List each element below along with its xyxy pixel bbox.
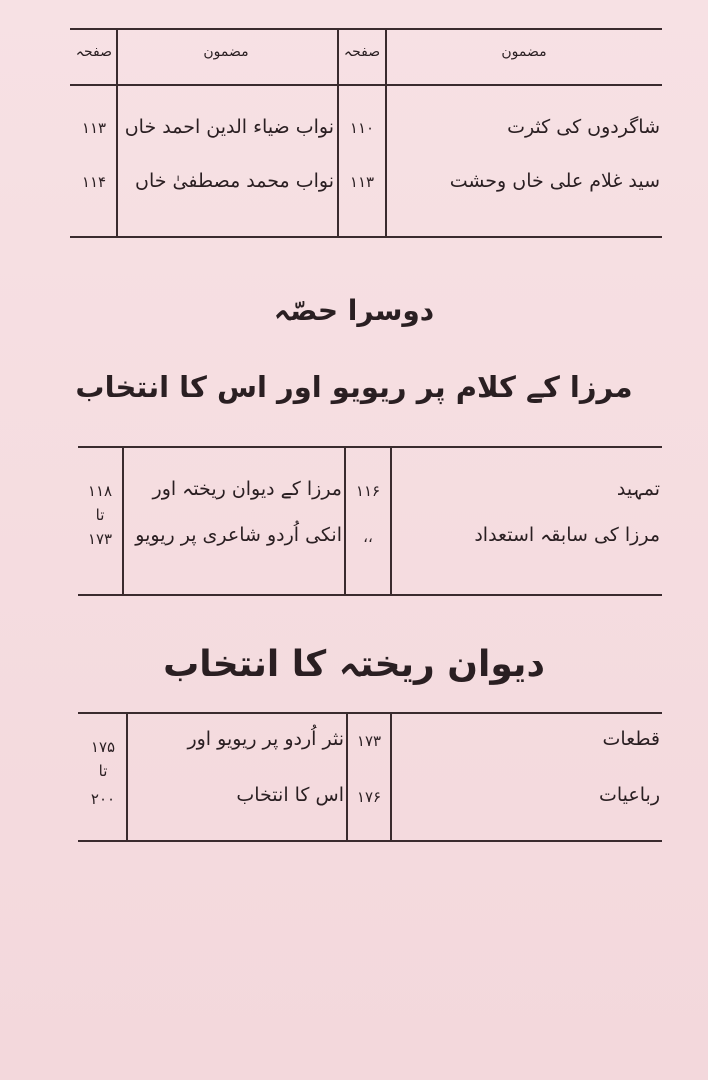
page-number: ۱۱۰ bbox=[349, 119, 375, 137]
column-divider bbox=[122, 446, 124, 594]
header-page-right: صفحہ bbox=[343, 44, 381, 60]
page-range-to: تا bbox=[98, 762, 108, 780]
header-subject-right: مضمون bbox=[501, 44, 547, 60]
column-divider bbox=[385, 28, 387, 236]
section-heading: دیوان ریختہ کا انتخاب bbox=[163, 644, 545, 685]
rule bbox=[70, 28, 662, 30]
toc-entry: سید غلام علی خاں وحشت bbox=[449, 170, 660, 192]
column-divider bbox=[346, 712, 348, 840]
column-divider bbox=[126, 712, 128, 840]
part-heading: دوسرا حصّہ bbox=[273, 294, 435, 327]
column-divider bbox=[116, 28, 118, 236]
rule bbox=[70, 84, 662, 86]
header-subject-left: مضمون bbox=[203, 44, 249, 60]
page-number: ۱۱۶ bbox=[355, 482, 381, 500]
page-number: ۲۰۰ bbox=[90, 790, 116, 808]
column-divider bbox=[390, 446, 392, 594]
toc-entry: مرزا کے دیوان ریختہ اور bbox=[152, 478, 342, 500]
toc-entry: رباعیات bbox=[599, 784, 660, 806]
column-divider bbox=[390, 712, 392, 840]
rule bbox=[78, 594, 662, 596]
page-number: ۱۷۶ bbox=[356, 788, 382, 806]
column-divider bbox=[344, 446, 346, 594]
ditto-mark: ،، bbox=[363, 528, 373, 546]
toc-entry: نواب محمد مصطفیٰ خاں bbox=[135, 170, 334, 192]
rule bbox=[78, 840, 662, 842]
toc-entry: انکی اُردو شاعری پر ریویو bbox=[135, 524, 342, 546]
page-number: ۱۱۳ bbox=[349, 173, 375, 191]
toc-entry: مرزا کی سابقہ استعداد bbox=[474, 524, 660, 546]
rule bbox=[70, 236, 662, 238]
page-number: ۱۷۵ bbox=[90, 738, 116, 756]
toc-entry: نواب ضیاء الدین احمد خاں bbox=[124, 116, 334, 138]
part-subheading: مرزا کے کلام پر ریویو اور اس کا انتخاب bbox=[75, 370, 633, 404]
toc-entry: قطعات bbox=[602, 728, 660, 750]
page-number: ۱۷۳ bbox=[87, 530, 113, 548]
page-number: ۱۷۳ bbox=[356, 732, 382, 750]
rule bbox=[78, 712, 662, 714]
page-number: ۱۱۳ bbox=[81, 119, 107, 137]
page-number: ۱۱۴ bbox=[81, 173, 107, 191]
toc-entry: تمہید bbox=[616, 478, 660, 500]
toc-entry: نثر اُردو پر ریویو اور bbox=[187, 728, 344, 750]
toc-entry: اس کا انتخاب bbox=[236, 784, 344, 806]
toc-entry: شاگردوں کی کثرت bbox=[507, 116, 660, 138]
rule bbox=[78, 446, 662, 448]
page-range-to: تا bbox=[95, 506, 105, 524]
page-number: ۱۱۸ bbox=[87, 482, 113, 500]
column-divider bbox=[337, 28, 339, 236]
header-page-left: صفحہ bbox=[75, 44, 112, 60]
